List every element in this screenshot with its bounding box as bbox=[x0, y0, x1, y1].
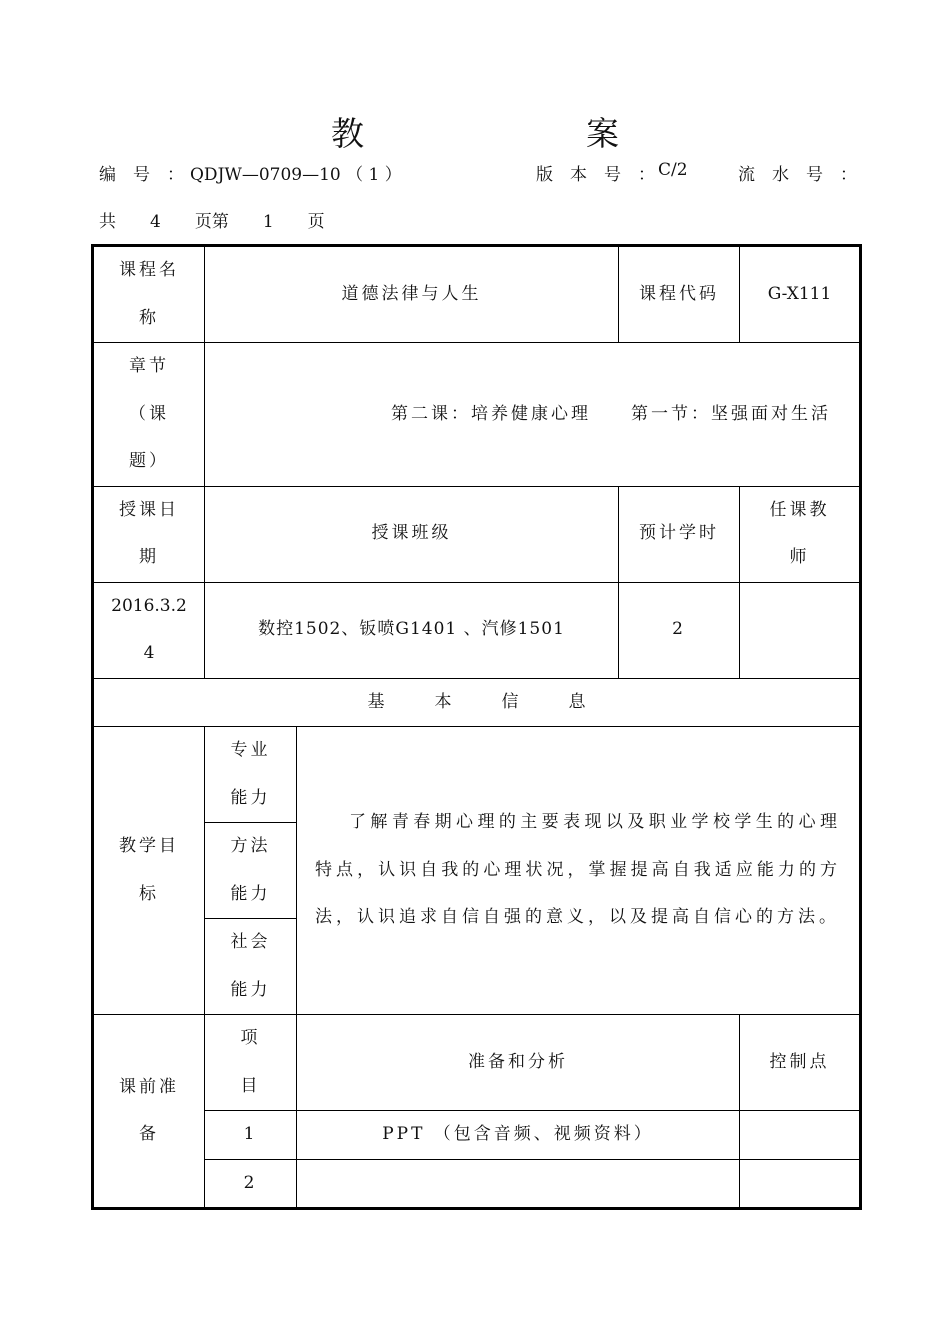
objectives-text: 了解青春期心理的主要表现以及职业学校学生的心理特点，认识自我的心理状况，掌握提高自我适应能力的方法，认识追求自信自强的意义，以及提高自信心的方法。 bbox=[297, 727, 861, 1015]
prep-row-no: 1 bbox=[205, 1111, 297, 1160]
table-row bbox=[93, 1159, 861, 1209]
prep-row-control bbox=[740, 1159, 861, 1209]
ability-professional: 专业 能力 bbox=[205, 727, 297, 823]
ability-social: 社会 能力 bbox=[205, 919, 297, 1015]
pages-text: 共 4 页第 1 页 bbox=[99, 212, 325, 232]
lesson-plan-table bbox=[91, 244, 862, 1210]
teacher-label: 任课教 师 bbox=[740, 486, 861, 582]
chapter-value: 第二课：培养健康心理 第一节：坚强面对生活 bbox=[205, 343, 861, 487]
prep-analysis-label: 准备和分析 bbox=[297, 1015, 740, 1111]
hours-value: 2 bbox=[619, 582, 740, 678]
table-row bbox=[93, 678, 861, 727]
date-value: 2016.3.2 4 bbox=[93, 582, 205, 678]
prep-label: 课前准 备 bbox=[93, 1015, 205, 1209]
course-name-label: 课程名 称 bbox=[93, 246, 205, 343]
date-label: 授课日 期 bbox=[93, 486, 205, 582]
control-point-label: 控制点 bbox=[740, 1015, 861, 1111]
document-title: 教 案 bbox=[331, 114, 671, 153]
prep-row-content bbox=[297, 1159, 740, 1209]
hours-label: 预计学时 bbox=[619, 486, 740, 582]
table-row bbox=[93, 1015, 861, 1111]
chapter-label: 章节 （课 题） bbox=[93, 343, 205, 487]
serial-label: 流 水 号 ： bbox=[738, 165, 857, 185]
course-name-value: 道德法律与人生 bbox=[205, 246, 619, 343]
table-row bbox=[93, 582, 861, 678]
class-value: 数控1502、钣喷G1401 、汽修1501 bbox=[205, 582, 619, 678]
class-label: 授课班级 bbox=[205, 486, 619, 582]
prep-row-control bbox=[740, 1111, 861, 1160]
version-label: 版 本 号 ： bbox=[536, 165, 655, 185]
course-code-label: 课程代码 bbox=[619, 246, 740, 343]
number-value: QDJW—0709—10 （ 1 ） bbox=[190, 165, 402, 185]
version-value: C/2 bbox=[658, 160, 688, 180]
ability-method: 方法 能力 bbox=[205, 823, 297, 919]
teacher-value bbox=[740, 582, 861, 678]
prep-row-content: PPT （包含音频、视频资料） bbox=[297, 1111, 740, 1160]
header-line-2 bbox=[99, 207, 859, 247]
table-row bbox=[93, 1111, 861, 1160]
item-label: 项 目 bbox=[205, 1015, 297, 1111]
objectives-label: 教学目 标 bbox=[93, 727, 205, 1015]
table-row bbox=[93, 727, 861, 823]
prep-row-no: 2 bbox=[205, 1159, 297, 1209]
number-label: 编 号 ： bbox=[99, 165, 184, 185]
course-code-value: G-X111 bbox=[740, 246, 861, 343]
table-row bbox=[93, 486, 861, 582]
basic-info-header: 基本信息 bbox=[93, 678, 861, 727]
table-row bbox=[93, 246, 861, 343]
table-row bbox=[93, 343, 861, 487]
